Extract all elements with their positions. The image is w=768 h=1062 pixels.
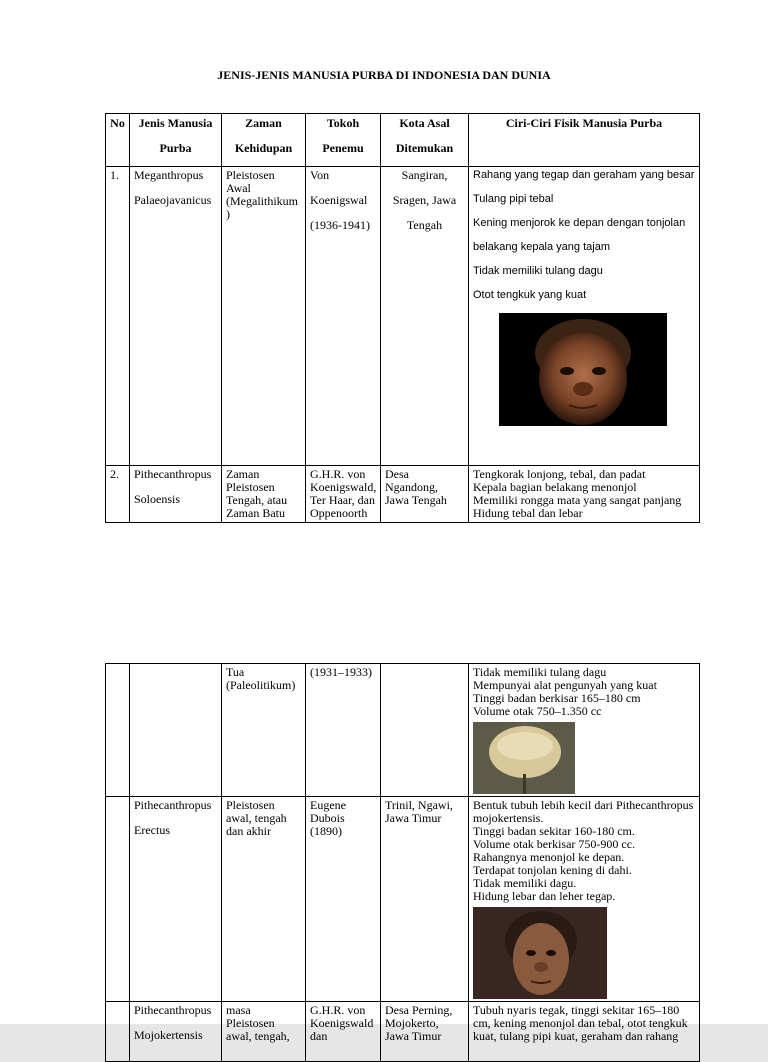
header-tokoh: Tokoh Penemu xyxy=(306,114,381,167)
row2-zaman: Zaman Pleistosen Tengah, atau Zaman Batu xyxy=(222,466,306,523)
row2cont-tokoh: (1931–1933) xyxy=(306,664,381,797)
document-title: JENIS-JENIS MANUSIA PURBA DI INDONESIA DAN DUNIA xyxy=(217,68,551,82)
table-row xyxy=(106,664,700,797)
row4-no xyxy=(106,1002,130,1062)
table-row xyxy=(106,167,700,466)
row3-zaman: Pleistosen awal, tengah dan akhir xyxy=(222,797,306,1002)
table-row xyxy=(106,1002,700,1062)
row2cont-kota xyxy=(381,664,469,797)
table-row xyxy=(106,797,700,1002)
row4-jenis: Pithecanthropus Mojokertensis xyxy=(130,1002,222,1062)
header-ciri: Ciri-Ciri Fisik Manusia Purba xyxy=(469,114,700,167)
row4-kota: Desa Perning, Mojokerto, Jawa Timur xyxy=(381,1002,469,1062)
table-page-1 xyxy=(105,113,700,523)
soloensis-skull-image xyxy=(473,722,575,794)
row2cont-ciri: Tidak memiliki tulang dagu Mempunyai alat pengunyah yang kuat Tinggi badan berkisar 165–180 cm Volume otak 750–1.350 cc xyxy=(469,664,700,797)
row2-tokoh: G.H.R. von Koenigswald, Ter Haar, dan Oppenoorth xyxy=(306,466,381,523)
row1-kota: Sangiran, Sragen, Jawa Tengah xyxy=(381,167,469,466)
row1-zaman: Pleistosen Awal (Megalithikum ) xyxy=(222,167,306,466)
table-page-2 xyxy=(105,663,700,1062)
row1-tokoh: Von Koenigswal (1936-1941) xyxy=(306,167,381,466)
header-kota: Kota Asal Ditemukan xyxy=(381,114,469,167)
row2-no: 2. xyxy=(106,466,130,523)
row3-ciri: Bentuk tubuh lebih kecil dari Pithecanthropus mojokertensis. Tinggi badan sekitar 160-180 cm. Volume otak berkisar 750-900 cc. Rahangnya menonjol ke depan. Terdapat tonjolan kening di dahi. Tidak memiliki dagu. Hidung lebar dan leher tegap. xyxy=(469,797,700,1002)
row4-tokoh: G.H.R. von Koenigswald dan xyxy=(306,1002,381,1062)
erectus-face-image xyxy=(473,907,607,999)
row1-jenis: Meganthropus Palaeojavanicus xyxy=(130,167,222,466)
header-no: No xyxy=(106,114,130,167)
row1-ciri: Rahang yang tegap dan geraham yang besar Tulang pipi tebal Kening menjorok ke depan dengan tonjolan belakang kepala yang tajam Tidak memiliki tulang dagu Otot tengkuk yang kuat xyxy=(469,167,700,466)
row1-no: 1. xyxy=(106,167,130,466)
row3-tokoh: Eugene Dubois (1890) xyxy=(306,797,381,1002)
row3-jenis: Pithecanthropus Erectus xyxy=(130,797,222,1002)
row2-kota: Desa Ngandong, Jawa Tengah xyxy=(381,466,469,523)
table-row xyxy=(106,466,700,523)
row2cont-jenis xyxy=(130,664,222,797)
row2-ciri: Tengkorak lonjong, tebal, dan padat Kepala bagian belakang menonjol Memiliki rongga mata yang sangat panjang Hidung tebal dan lebar xyxy=(469,466,700,523)
table-header-row xyxy=(106,114,700,167)
row3-no xyxy=(106,797,130,1002)
row4-ciri: Tubuh nyaris tegak, tinggi sekitar 165–180 cm, kening menonjol dan tebal, otot tengkuk kuat, tulang pipi kuat, geraham dan rahang xyxy=(469,1002,700,1062)
row4-zaman: masa Pleistosen awal, tengah, xyxy=(222,1002,306,1062)
row2cont-zaman: Tua (Paleolitikum) xyxy=(222,664,306,797)
meganthropus-face-image xyxy=(499,313,667,426)
header-zaman: Zaman Kehidupan xyxy=(222,114,306,167)
row3-kota: Trinil, Ngawi, Jawa Timur xyxy=(381,797,469,1002)
row2cont-no xyxy=(106,664,130,797)
row2-jenis: Pithecanthropus Soloensis xyxy=(130,466,222,523)
header-jenis: Jenis Manusia Purba xyxy=(130,114,222,167)
